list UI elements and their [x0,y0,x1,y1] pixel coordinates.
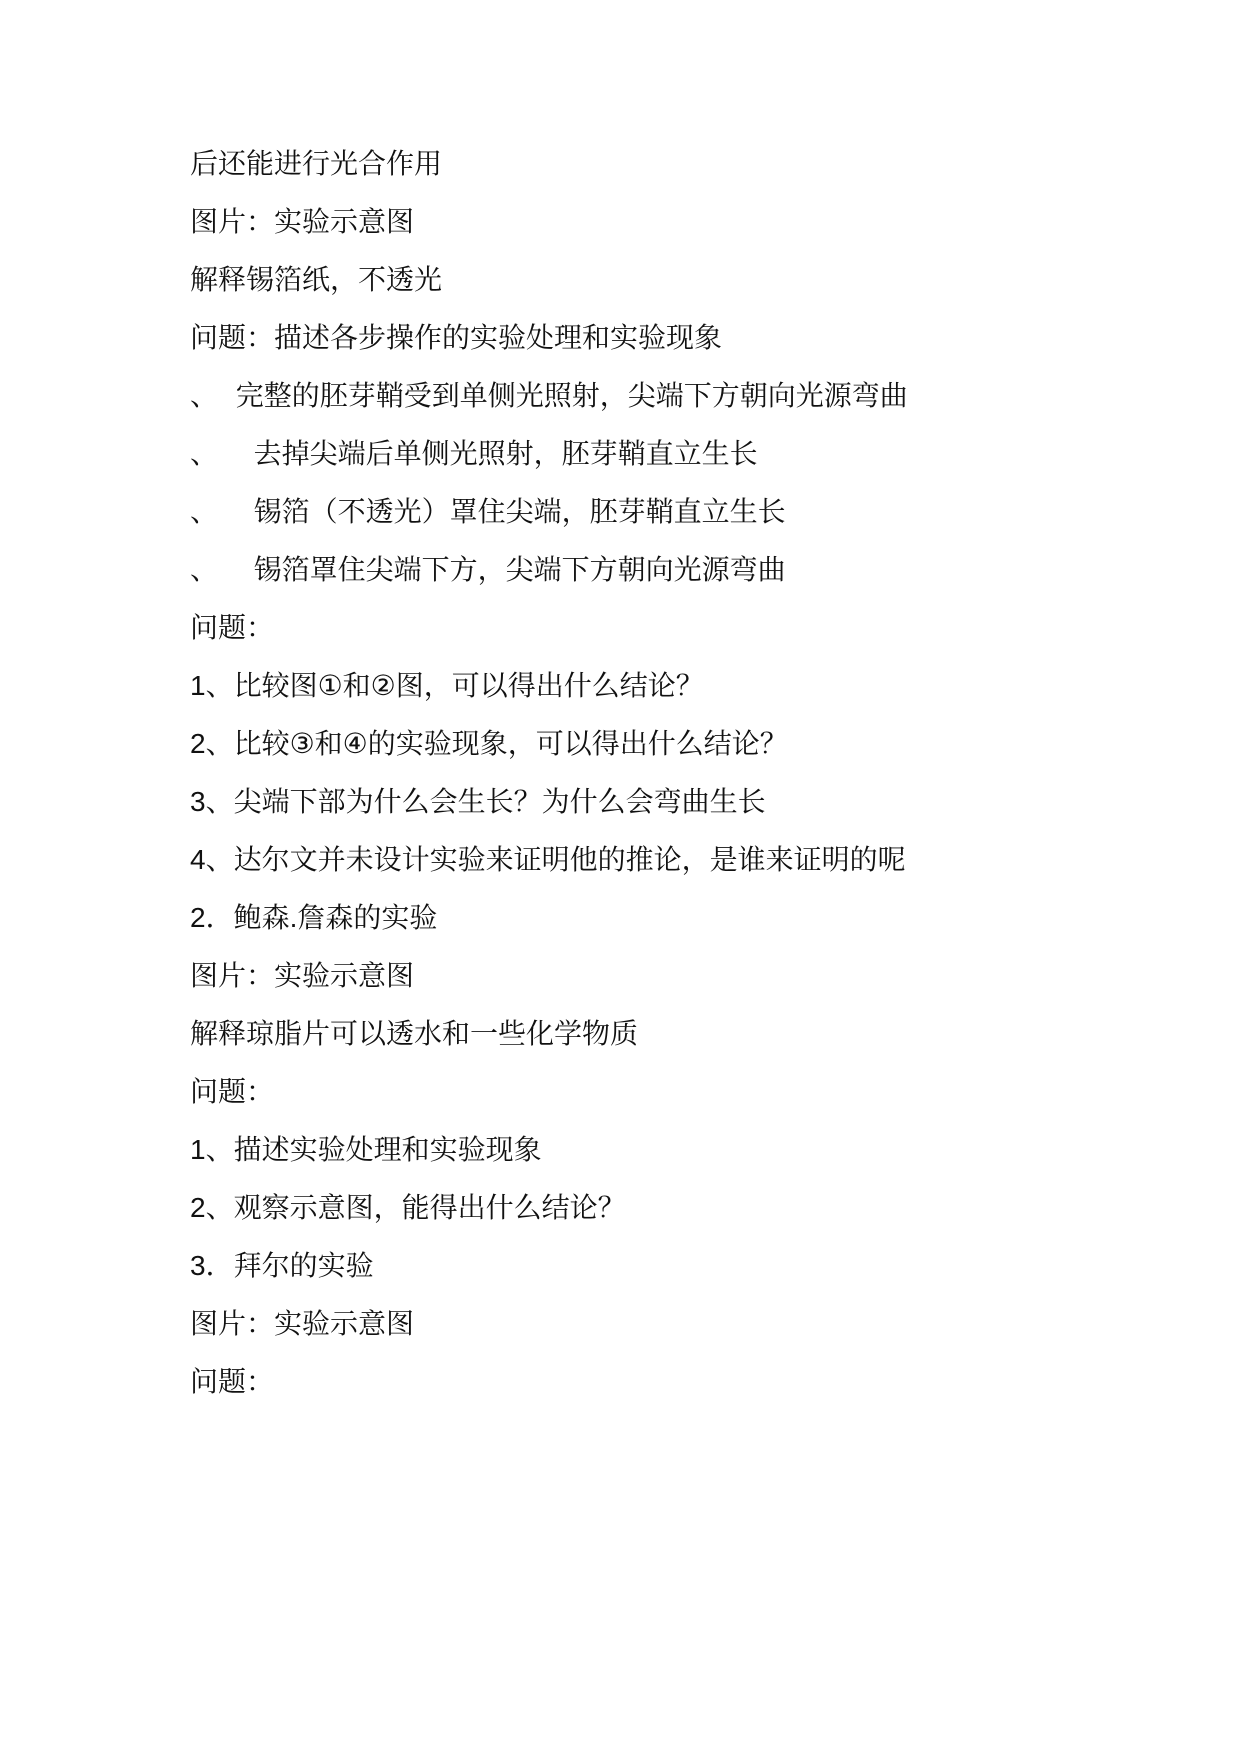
text-line-16: 解释琼脂片可以透水和一些化学物质 [190,1017,639,1050]
text-line-22: 问题： [190,1365,275,1398]
text-line-7: 、 锡箔（不透光）罩住尖端，胚芽鞘直立生长 [190,495,786,528]
text-line-19: 2、观察示意图，能得出什么结论？ [190,1192,626,1223]
text-line-2: 图片：实验示意图 [190,205,415,238]
text-line-15: 图片：实验示意图 [190,959,415,992]
text-line-6: 、 去掉尖端后单侧光照射，胚芽鞘直立生长 [190,437,758,470]
text-line-4: 问题：描述各步操作的实验处理和实验现象 [190,321,723,354]
text-line-11: 2、比较③和④的实验现象，可以得出什么结论？ [190,728,788,759]
text-line-1: 后还能进行光合作用 [190,147,443,180]
text-line-3: 解释锡箔纸，不透光 [190,263,443,296]
text-line-18: 1、描述实验处理和实验现象 [190,1134,542,1165]
text-line-10: 1、比较图①和②图，可以得出什么结论？ [190,670,704,701]
text-line-17: 问题： [190,1075,275,1108]
text-line-8: 、 锡箔罩住尖端下方，尖端下方朝向光源弯曲 [190,553,786,586]
text-line-13: 4、达尔文并未设计实验来证明他的推论，是谁来证明的呢 [190,844,906,875]
text-line-12: 3、尖端下部为什么会生长？为什么会弯曲生长 [190,786,766,817]
text-line-9: 问题： [190,611,275,644]
section-heading-2: 2．鲍森.詹森的实验 [190,902,438,933]
section-heading-3: 3．拜尔的实验 [190,1250,374,1281]
text-line-21: 图片：实验示意图 [190,1307,415,1340]
text-line-5: 、 完整的胚芽鞘受到单侧光照射，尖端下方朝向光源弯曲 [190,379,908,412]
